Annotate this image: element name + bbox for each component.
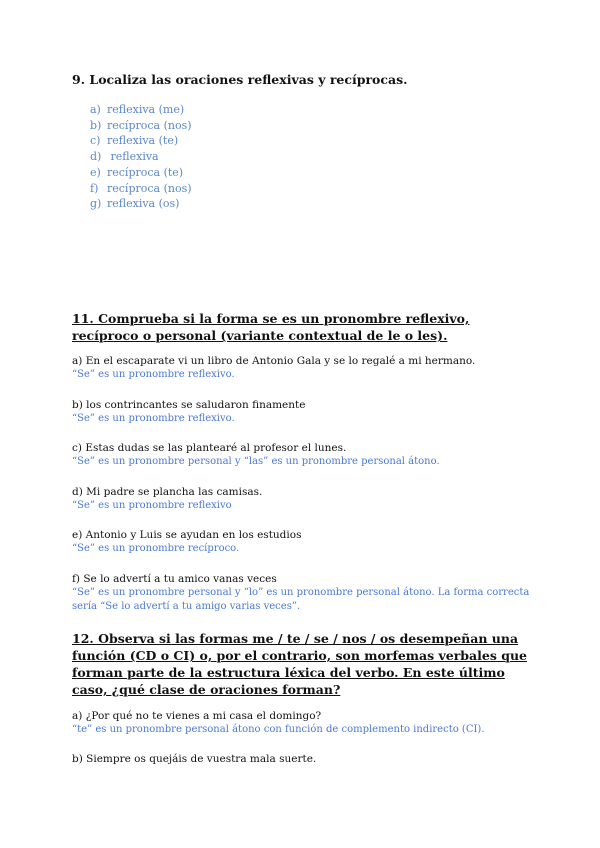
question-11-title: 11. Comprueba si la forma se es un pronombre reflexivo, recíproco o personal (variante contextual de le o les).	[72, 311, 470, 343]
list-text: reflexiva	[107, 150, 159, 164]
exercise-answer: “te” es un pronombre personal átono con función de complemento indirecto (CI).	[72, 724, 485, 735]
list-letter: g)	[90, 197, 102, 211]
list-item	[90, 133, 192, 149]
list-letter: e)	[90, 165, 101, 179]
question-9-answer-list	[90, 102, 192, 212]
list-item	[90, 181, 192, 197]
exercise-answer: “Se” es un pronombre personal y “lo” es un pronombre personal átono. La forma correcta sería “Se lo advertí a tu amigo varias veces”.	[72, 587, 530, 612]
question-9-title: 9. Localiza las oraciones reflexivas y recíprocas.	[72, 72, 408, 87]
list-item	[90, 102, 192, 118]
list-text: reflexiva (me)	[107, 103, 185, 116]
list-text: reflexiva (te)	[107, 134, 179, 148]
exercise-prompt: b) Siempre os quejáis de vuestra mala suerte.	[72, 753, 317, 765]
exercise-prompt: d) Mi padre se plancha las camisas.	[72, 486, 263, 498]
question-12-title: 12. Observa si las formas me / te / se / nos / os desempeñan una función (CD o CI) o, por el contrario, son morfemas verbales que forman parte de la estructura léxica del verbo. En este último caso, ¿qué clase de oraciones forman?	[72, 631, 527, 697]
list-text: recíproca (nos)	[107, 181, 192, 195]
list-letter: a)	[90, 103, 101, 116]
exercise-prompt: a) ¿Por qué no te vienes a mi casa el domingo?	[72, 710, 322, 722]
exercise-prompt: a) En el escaparate vi un libro de Antonio Gala y se lo regalé a mi hermano.	[72, 355, 476, 367]
exercise-answer: “Se” es un pronombre reflexivo.	[72, 413, 235, 424]
exercise-answer: “Se” es un pronombre reflexivo	[72, 500, 232, 511]
exercise-item	[72, 398, 532, 426]
list-item	[90, 196, 192, 212]
exercise-prompt: b) los contrincantes se saludaron finamente	[72, 399, 306, 411]
list-letter: f)	[90, 181, 99, 195]
list-item	[90, 149, 192, 165]
exercise-answer: “Se” es un pronombre recíproco.	[72, 543, 240, 554]
list-letter: d)	[90, 150, 102, 164]
exercise-answer: “Se” es un pronombre personal y “las” es un pronombre personal átono.	[72, 456, 440, 467]
exercise-prompt: f) Se lo advertí a tu amico vanas veces	[72, 573, 277, 585]
list-letter: b)	[90, 118, 102, 132]
list-text: recíproca (te)	[107, 165, 184, 179]
exercise-item	[72, 354, 532, 382]
exercise-item	[72, 572, 532, 614]
list-item	[90, 165, 192, 181]
exercise-answer: “Se” es un pronombre reflexivo.	[72, 369, 235, 380]
list-letter: c)	[90, 134, 101, 148]
list-text: recíproca (nos)	[107, 118, 192, 132]
exercise-item	[72, 752, 532, 766]
exercise-prompt: e) Antonio y Luis se ayudan en los estudios	[72, 529, 302, 541]
list-item	[90, 118, 192, 134]
exercise-item	[72, 528, 532, 556]
list-text: reflexiva (os)	[107, 197, 180, 211]
exercise-prompt: c) Estas dudas se las plantearé al profesor el lunes.	[72, 442, 347, 454]
exercise-item	[72, 485, 532, 513]
exercise-item	[72, 709, 532, 737]
exercise-item	[72, 441, 532, 469]
